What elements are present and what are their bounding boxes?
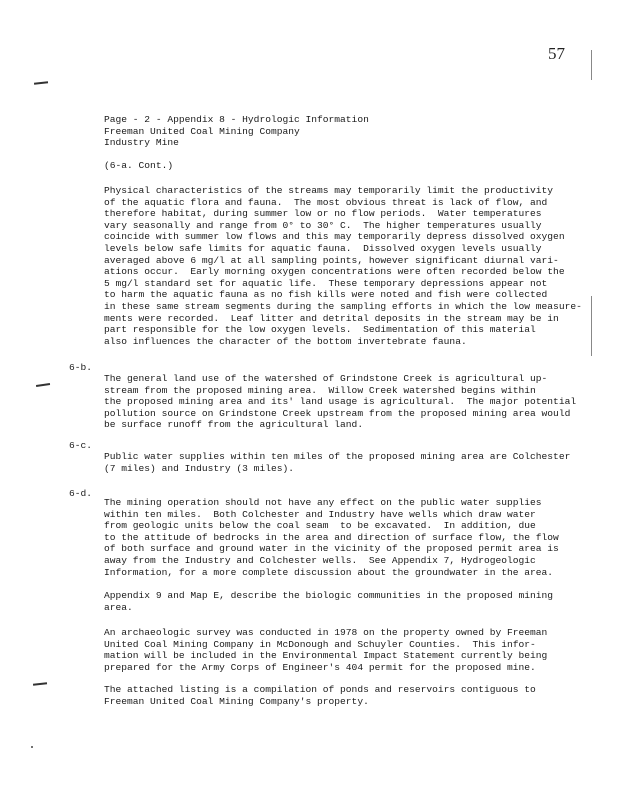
text-line: stream from the proposed mining area. Willow Creek watershed begins within: [104, 384, 536, 396]
text-line: be surface runoff from the agricultural land.: [104, 419, 364, 431]
text-line: ments were recorded. Leaf litter and detrital deposits in the stream may be in: [104, 312, 559, 324]
text-line: averaged above 6 mg/l at all sampling points, however significant diurnal vari-: [104, 254, 559, 266]
text-line: area.: [104, 601, 133, 613]
text-line: pollution source on Grindstone Creek upstream from the proposed mining area would: [104, 407, 571, 419]
text-line: coincide with summer low flows and this may temporarily depress dissolved oxygen: [104, 231, 565, 243]
text-line: part responsible for the low oxygen levels. Sedimentation of this material: [104, 324, 536, 336]
text-line: of both surface and ground water in the vicinity of the proposed permit area is: [104, 543, 559, 555]
text-line: away from the Industry and Colchester wells. See Appendix 7, Hydrogeologic: [104, 554, 536, 566]
text-line: The attached listing is a compilation of ponds and reservoirs contiguous to: [104, 684, 536, 695]
text-line: mation will be included in the Environmental Impact Statement currently being: [104, 650, 548, 662]
text-line: The mining operation should not have any effect on the public water supplies: [104, 497, 542, 508]
scan-dot: [31, 746, 33, 748]
text-line: within ten miles. Both Colchester and Industry have wells which draw water: [104, 508, 536, 520]
scan-margin-line: [591, 296, 592, 356]
text-line: An archaeologic survey was conducted in 1978 on the property owned by Freeman: [104, 627, 548, 638]
paragraph-listing: [104, 684, 574, 707]
scan-mark: [34, 81, 48, 84]
text-line: 5 mg/l standard set for aquatic life. These temporary depressions appear not: [104, 277, 548, 289]
text-line: (7 miles) and Industry (3 miles).: [104, 462, 294, 474]
text-line: United Coal Mining Company in McDonough and Schuyler Counties. This infor-: [104, 638, 536, 650]
text-line: the proposed mining area and its' land usage is agricultural. The major potential: [104, 396, 577, 408]
header-line: Industry Mine: [104, 137, 179, 148]
text-line: Freeman United Coal Mining Company's property.: [104, 695, 369, 707]
section-label-6c: 6-c.: [69, 440, 93, 451]
paragraph-6a: [104, 185, 582, 347]
paragraph-archaeologic: [104, 627, 574, 673]
scan-mark: [36, 383, 50, 386]
section-label-6d: 6-d.: [69, 488, 93, 499]
text-line: from geologic units below the coal seam to be excavated. In addition, due: [104, 520, 536, 532]
paragraph-6d: [104, 497, 574, 578]
text-line: Physical characteristics of the streams may temporarily limit the productivity: [104, 185, 554, 196]
section-label-6b: 6-b.: [69, 362, 93, 373]
text-line: also influences the character of the bottom invertebrate fauna.: [104, 335, 467, 347]
text-line: ations occur. Early morning oxygen concentrations were often recorded below the: [104, 266, 565, 278]
header-line: Page - 2 - Appendix 8 - Hydrologic Information: [104, 114, 369, 125]
text-line: therefore habitat, during summer low or no flow periods. Water temperatures: [104, 208, 542, 220]
page-number: 57: [548, 44, 565, 63]
text-line: of the aquatic flora and fauna. The most obvious threat is lack of flow, and: [104, 196, 548, 208]
paragraph-6b: [104, 373, 577, 431]
scan-mark: [33, 682, 47, 685]
text-line: vary seasonally and range from 0° to 30° C. The higher temperatures usually: [104, 219, 542, 231]
text-line: in these same stream segments during the sampling efforts in which the low measure-: [104, 300, 582, 312]
paragraph-6c: [104, 451, 574, 474]
continuation-label: (6-a. Cont.): [104, 160, 174, 171]
text-line: The general land use of the watershed of Grindstone Creek is agricultural up-: [104, 373, 548, 384]
text-line: to the attitude of bedrocks in the area and direction of surface flow, the flow: [104, 531, 559, 543]
paragraph-biologic: [104, 590, 574, 613]
text-line: to harm the aquatic fauna as no fish kills were noted and fish were collected: [104, 289, 548, 301]
text-line: levels below safe limits for aquatic fauna. Dissolved oxygen levels usually: [104, 242, 542, 254]
text-line: Public water supplies within ten miles of the proposed mining area are Colchester: [104, 451, 571, 462]
scan-margin-line: [591, 50, 592, 80]
text-line: prepared for the Army Corps of Engineer's 404 permit for the proposed mine.: [104, 661, 536, 673]
text-line: Appendix 9 and Map E, describe the biologic communities in the proposed mining: [104, 590, 554, 601]
text-line: Information, for a more complete discussion about the groundwater in the area.: [104, 566, 554, 578]
page-header: [104, 114, 369, 149]
header-line: Freeman United Coal Mining Company: [104, 125, 300, 137]
